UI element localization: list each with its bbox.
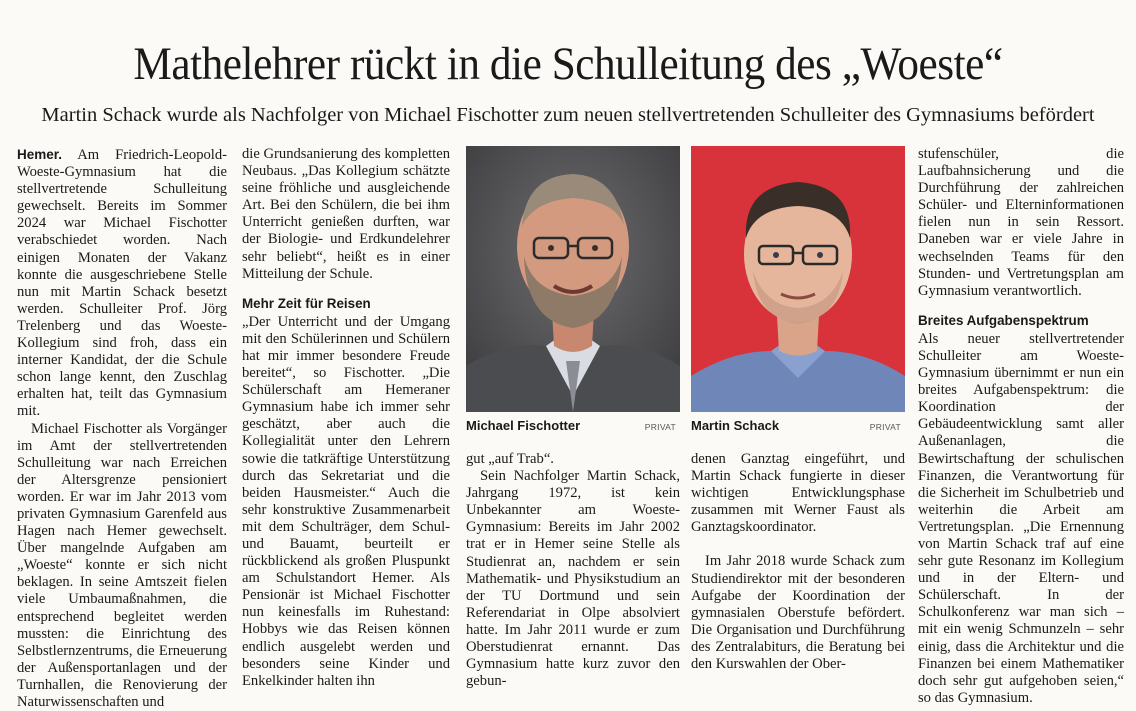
paragraph: „Der Unterricht und der Umgang mit den Schülerinnen und Schülern hat mir immer besondere Freude bereitet“, so Fischotter. „Die Schülerschaft am Hemeraner Gymnasium habe ich immer sehr geschätzt, aber auch die Kollegialität unter den Lehrern sowie die tatkräftige Unterstützung durch das Sekretariat und die beiden Hausmeister.“ Auch die sehr konstruktive Zusammenarbeit mit dem Schulträger, dem Schul- und Bauamt, beurteilt er rückblickend als großen Pluspunkt am Schulstandort Hemer. Als Pensionär ist Michael Fischotter nun keinesfalls im Ruhestand: Hobbys wie das Reisen können endlich ausgelebt werden und besonders seine Kinder und Enkelkinder halten ihn <box>242 314 450 690</box>
caption-name: Michael Fischotter <box>466 418 580 433</box>
paragraph: Michael Fischotter als Vorgänger im Amt der stellvertretenden Schulleitung war nach Erreichen der Altersgrenze pensioniert worden. Er war im Jahr 2013 vom privaten Gymnasium Garenfeld aus Hagen nach Hemer gewechselt. Über mangelnde Aufgaben am „Woeste“ konnte er sich nicht beklagen. In seine Amtszeit fielen viele Umbaumaßnahmen, die entsprechend begleitet werden mussten: die Einrichtung des Selbstlernzentrums, die Erneuerung der Außensportanlagen und der Turnhallen, die Renovierung der Naturwissenschaften und <box>17 421 227 711</box>
article-column-4 <box>691 451 905 673</box>
article-column-1 <box>17 146 227 711</box>
portrait-photo-martin-schack <box>691 146 905 412</box>
photo-credit: PRIVAT <box>870 422 901 432</box>
paragraph: Hemer. Am Friedrich-Leopold-Woeste-Gymnasium hat die stellvertretende Schulleitung gewechselt. Bereits im Sommer 2024 war Michael Fischotter verabschiedet worden. Nach einigen Monaten der Vakanz konnte die ausgeschriebene Stelle nun mit Martin Schack besetzt werden. Schulleiter Prof. Jörg Trelenberg und das Woeste-Kollegium sind froh, dass ein interner Kandidat, der die Schule schon lange kennt, den Zuschlag erhalten hat, teilt das Gymnasium mit. <box>17 146 227 421</box>
article-headline: Mathelehrer rückt in die Schulleitung des „Woeste“ <box>45 38 1090 90</box>
paragraph: Im Jahr 2018 wurde Schack zum Studiendirektor mit der besonderen Aufgabe der Koordination der gymnasialen Oberstufe befördert. Die Organisation und Durchführung des Zentralabiturs, die Beratung bei den Kurswahlen der Ober- <box>691 553 905 673</box>
paragraph: Sein Nachfolger Martin Schack, Jahrgang 1972, ist kein Unbekannter am Woeste-Gymnasium: Bereits im Jahr 2002 trat er in Hemer seine Stelle als Studienrat an, nachdem er sein Mathematik- und Physikstudium an der TU Dortmund und sein Referendariat in Olpe absolviert hatte. Im Jahr 2011 wurde er zum Oberstudienrat ernannt. Das Gymnasium hatte kurz zuvor den gebun- <box>466 468 680 690</box>
section-heading: Mehr Zeit für Reisen <box>242 295 450 312</box>
photo-caption-1 <box>466 418 680 436</box>
article-subheadline: Martin Schack wurde als Nachfolger von Michael Fischotter zum neuen stellvertretenden Schulleiter des Gymnasiums befördert <box>0 102 1136 128</box>
paragraph: stufenschüler, die Laufbahnsicherung und die Durchführung der zahlreichen Schüler- und Elterninformationen fielen nun in sein Ressort. Daneben war er viele Jahre in wechselnden Teams für den Stunden- und Vertretungsplan am Gymnasium verantwortlich. <box>918 146 1124 300</box>
section-heading: Breites Aufgabenspektrum <box>918 312 1124 329</box>
photo-caption-2 <box>691 418 905 436</box>
paragraph: Als neuer stellvertretender Schulleiter am Woeste-Gymnasium übernimmt er nun ein breites Aufgabenspektrum: die Koordination der Gebäudeentwicklung samt aller Außenanlagen, die Bewirtschaftung der schulischen Finanzen, die Verantwortung für die Sicherheit im Schulbetrieb und weiterhin die Arbeit am Vertretungsplan. „Die Ernennung von Martin Schack traf auf eine sehr gute Resonanz im Kollegium und in der Eltern- und Schülerschaft. In der Schulkonferenz war man sich – mit ein wenig Schmunzeln – sehr einig, dass die Architektur und die Finanzen bei einem Mathematiker doch sehr gut aufgehoben seien,“ so das Gymnasium. <box>918 331 1124 707</box>
article-column-5 <box>918 146 1124 707</box>
paragraph: denen Ganztag eingeführt, und Martin Schack fungierte in dieser wichtigen Entwicklungsphase zusammen mit Werner Faust als Ganztagskoordinator. <box>691 451 905 536</box>
dateline: Hemer. <box>17 147 62 162</box>
paragraph: gut „auf Trab“. <box>466 451 680 468</box>
photo-credit: PRIVAT <box>645 422 676 432</box>
paragraph: die Grundsanierung des kompletten Neubaus. „Das Kollegium schätzte seine fröhliche und ausgleichende Art. Bei den Schülern, die bei ihm Unterricht genießen durften, war der Biologie- und Erdkundelehrer sehr beliebt“, heißt es in einer Mitteilung der Schule. <box>242 146 450 283</box>
article-column-2 <box>242 146 450 690</box>
caption-name: Martin Schack <box>691 418 779 433</box>
portrait-photo-michael-fischotter <box>466 146 680 412</box>
article-column-3 <box>466 451 680 690</box>
